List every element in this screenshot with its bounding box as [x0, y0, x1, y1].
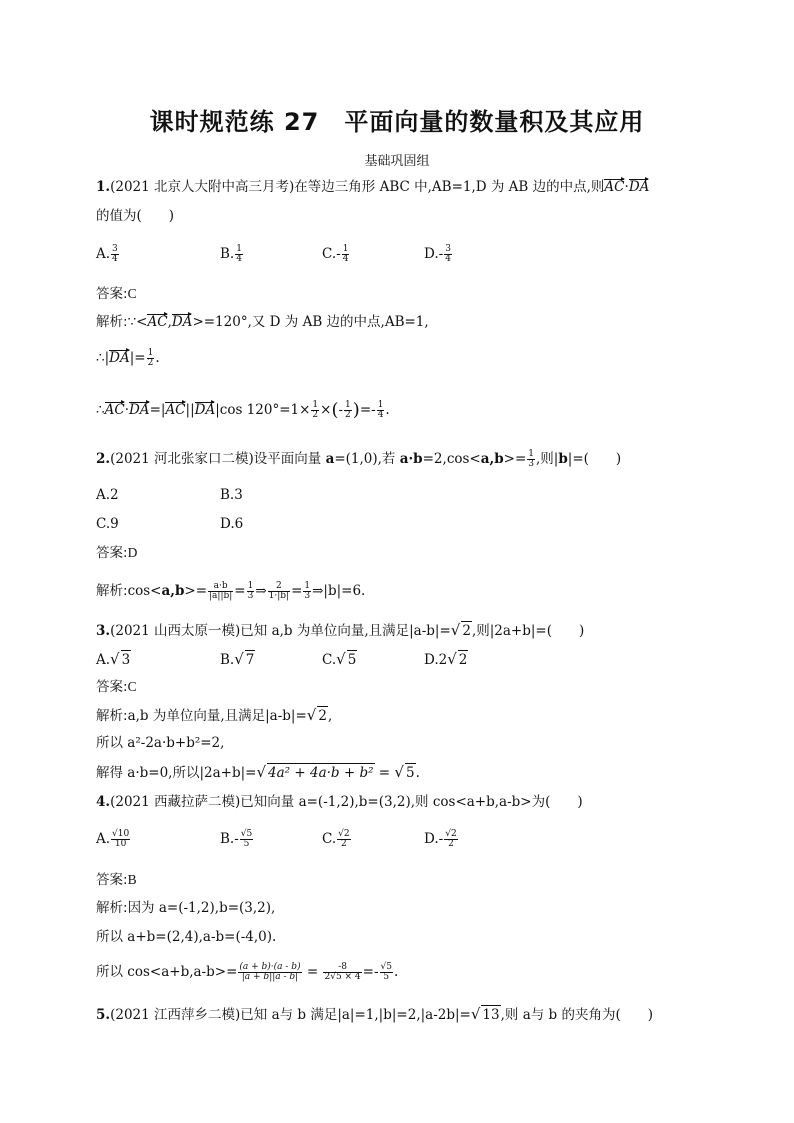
solution-text: >= [184, 583, 208, 599]
answer-label: 答案: [96, 286, 128, 302]
fraction-third [527, 450, 535, 469]
question-1-stem-cont [96, 207, 706, 225]
answer-1 [96, 285, 706, 303]
denominator: 3 [304, 591, 311, 601]
numerator: 1 [236, 244, 242, 254]
option-c [322, 830, 352, 849]
vector-ac: AC [104, 402, 125, 418]
solution-text: . [415, 765, 420, 781]
question-4-stem [96, 793, 706, 811]
numerator: 1 [528, 449, 534, 459]
answer-label: 答案: [96, 679, 128, 695]
question-text: (2021 西藏拉萨二模)已知向量 a=(-1,2),b=(3,2),则 cos<a+b,a-b>为( ) [110, 794, 583, 810]
denominator: |a + b||a - b| [241, 972, 299, 982]
vector-ac: AC [147, 314, 168, 330]
dot-operator: · [624, 179, 629, 195]
fraction [238, 963, 301, 982]
solution-text: cos< [127, 583, 162, 599]
question-text: a,b [480, 451, 504, 467]
solution-text: ∴| [96, 350, 110, 366]
radicand: 7 [245, 652, 255, 668]
denominator: 10 [114, 839, 127, 849]
numerator: 1 [377, 400, 384, 410]
question-text: ,则|2a+b|=( ) [471, 623, 585, 639]
right-paren: ) [352, 399, 360, 421]
solution-text: |= [129, 350, 146, 366]
solution-3-line-2: 所以 a²-2a·b+b²=2, [96, 735, 225, 751]
solution-text: 因为 a=(-1,2),b=(3,2), [127, 900, 276, 916]
numerator: 1 [247, 581, 254, 591]
fraction-half [147, 349, 155, 368]
solution-2 [96, 582, 706, 601]
option-label: C. [322, 831, 337, 847]
option-b [220, 650, 255, 669]
option-fraction [111, 830, 130, 849]
numerator: 2 [268, 582, 290, 592]
option-fraction [444, 245, 452, 264]
numerator: 3 [445, 244, 451, 254]
option-a: A.2 [96, 487, 119, 503]
question-2-stem [96, 450, 706, 469]
question-1-stem [96, 178, 706, 196]
question-text: =2,cos< [422, 451, 481, 467]
radicand: 5 [405, 765, 415, 781]
question-text: >= [503, 451, 527, 467]
denominator: 2 [147, 358, 154, 368]
option-fraction [337, 830, 350, 849]
vector-da: DA [194, 402, 216, 418]
question-number: 4. [96, 794, 111, 810]
option-label: A. [96, 831, 111, 847]
dot-operator: · [124, 402, 129, 418]
solution-text: =| [149, 402, 166, 418]
solution-label: 解析: [96, 900, 128, 916]
fraction-half [311, 401, 319, 420]
answer-value: C [127, 286, 137, 301]
answer-label: 答案: [96, 872, 128, 888]
solution-label: 解析: [96, 583, 128, 599]
radicand: 2 [318, 708, 327, 724]
numerator: √2 [338, 829, 350, 839]
numerator: 1 [304, 581, 311, 591]
option-fraction [240, 830, 253, 849]
vector-da: DA [171, 314, 193, 330]
numerator: 1 [345, 400, 351, 410]
question-5-stem [96, 1005, 706, 1024]
denominator: 2√5 × 4 [324, 972, 361, 982]
vector-ac: AC [165, 402, 186, 418]
option-sign: - [438, 246, 444, 262]
option-label: C. [322, 652, 337, 668]
numerator: √5 [380, 962, 393, 972]
solution-4-line-3 [96, 963, 706, 982]
question-text: |=( ) [567, 451, 622, 467]
question-text: (2021 山西太原一模)已知 a,b 为单位向量,且满足|a-b|= [110, 623, 451, 639]
sqrt-sign: √ [256, 763, 267, 781]
equals-sign: = [234, 583, 246, 599]
radicand: 5 [347, 652, 357, 668]
option-fraction [444, 830, 457, 849]
answer-3 [96, 678, 706, 696]
solution-text: a,b [161, 583, 185, 599]
denominator: 4 [342, 254, 349, 264]
denominator: 4 [445, 254, 451, 264]
fraction [208, 582, 233, 601]
equals-sign: = [291, 583, 303, 599]
sqrt-sign: √ [470, 1005, 481, 1023]
solution-text: >=120°,又 D 为 AB 边的中点,AB=1, [192, 314, 429, 330]
option-label: B. [220, 246, 235, 262]
answer-value: D [127, 545, 138, 560]
radicand: 2 [462, 623, 471, 639]
denominator: 2 [312, 410, 319, 420]
solution-4-line-1 [96, 899, 706, 917]
numerator: √2 [445, 829, 457, 839]
option-a [96, 650, 131, 669]
left-paren: ( [331, 399, 339, 421]
question-text: 的值为( ) [96, 208, 175, 224]
option-sign: - [336, 246, 341, 262]
solution-text: , [327, 708, 333, 724]
option-label: B. [220, 652, 235, 668]
question-text: b [558, 451, 568, 467]
question-text: a [325, 451, 335, 467]
solution-text: ⇒|b|=6. [312, 583, 366, 599]
option-label: A. [96, 652, 111, 668]
fraction-half [344, 401, 352, 420]
option-coef: 2 [438, 652, 448, 668]
answer-value: C [127, 679, 137, 694]
solution-1-line-2 [96, 349, 706, 368]
answer-4 [96, 871, 706, 889]
denominator: 4 [236, 254, 242, 264]
solution-4-line-2: 所以 a+b=(2,4),a-b=(-4,0). [96, 929, 277, 945]
question-text: ,则| [536, 451, 559, 467]
option-a [96, 830, 131, 849]
solution-3-line-1 [96, 706, 706, 725]
denominator: 5 [383, 972, 390, 982]
option-c [322, 650, 357, 669]
answer-value: B [127, 872, 137, 887]
option-b [220, 245, 244, 264]
vector-da: DA [128, 402, 150, 418]
option-label: D. [424, 246, 439, 262]
denominator: |a||b| [209, 591, 233, 601]
solution-text: 解得 a·b=0,所以|2a+b|= [96, 765, 257, 781]
fraction [247, 582, 255, 601]
option-d [424, 830, 459, 849]
numerator: 1 [312, 400, 319, 410]
page-title: 课时规范练 27 平面向量的数量积及其应用 [149, 108, 645, 136]
radicand: 13 [482, 1007, 500, 1023]
numerator: √5 [240, 829, 253, 839]
answer-2 [96, 544, 706, 562]
solution-text: × [320, 402, 332, 418]
numerator: 1 [147, 348, 154, 358]
numerator: 3 [112, 244, 118, 254]
option-b [220, 830, 254, 849]
solution-3-line-3 [96, 763, 706, 782]
question-number: 1. [96, 179, 111, 195]
option-d [424, 245, 453, 264]
option-fraction [235, 245, 243, 264]
option-b: B.3 [220, 487, 243, 503]
solution-text: = [359, 402, 372, 418]
sqrt-sign: √ [336, 650, 346, 668]
option-sign: - [438, 831, 444, 847]
denominator: 5 [243, 839, 250, 849]
sqrt-sign: √ [394, 763, 404, 781]
sqrt-sign: √ [450, 621, 461, 639]
question-3-stem [96, 621, 706, 640]
option-c: C.9 [96, 516, 119, 532]
numerator: a·b [208, 582, 233, 592]
question-text: a·b [399, 451, 423, 467]
solution-1-line-1: 解析:∵<AC,DA>=120°,又 D 为 AB 边的中点,AB=1, [96, 314, 429, 330]
option-label: C. [322, 246, 337, 262]
fraction [323, 963, 361, 982]
vector-da: DA [109, 350, 130, 366]
numerator: -8 [323, 963, 361, 973]
sqrt-sign: √ [234, 650, 244, 668]
denominator: 2 [448, 839, 454, 849]
denominator: 3 [528, 459, 534, 469]
option-label: B. [220, 831, 235, 847]
numerator: √10 [112, 829, 130, 839]
denominator: 4 [112, 254, 118, 264]
answer-label: 答案: [96, 545, 128, 561]
question-number: 2. [96, 451, 111, 467]
question-text: (2021 江西萍乡二模)已知 a与 b 满足|a|=1,|b|=2,|a-2b|= [110, 1007, 471, 1023]
sqrt-sign: √ [306, 706, 317, 724]
solution-text: . [155, 350, 160, 366]
question-text: (2021 河北张家口二模)设平面向量 [110, 451, 326, 467]
sqrt-sign: √ [110, 650, 120, 668]
fraction [268, 582, 290, 601]
implies-arrow: ⇒ [255, 583, 267, 599]
equals-sign: = [374, 765, 395, 781]
solution-text: || [185, 402, 195, 418]
option-c [322, 245, 350, 264]
fraction-quarter [377, 401, 385, 420]
equals-sign: = [362, 964, 374, 980]
option-a [96, 245, 120, 264]
sqrt-sign: √ [447, 650, 457, 668]
radicand: 2 [458, 652, 468, 668]
option-fraction [342, 245, 350, 264]
radicand: 3 [121, 652, 131, 668]
solution-label: 解析: [96, 708, 128, 724]
denominator: 4 [377, 410, 384, 420]
fraction [303, 582, 311, 601]
option-d [424, 650, 468, 669]
denominator: 2 [345, 410, 351, 420]
solution-text: ∵< [127, 314, 148, 330]
solution-text: a,b 为单位向量,且满足|a-b|= [127, 708, 307, 724]
option-label: A. [96, 246, 111, 262]
solution-text: 所以 cos<a+b,a-b>= [96, 964, 238, 980]
option-label: D. [424, 831, 439, 847]
solution-text: . [394, 964, 399, 980]
minus-sign: - [373, 964, 379, 980]
solution-label: 解析: [96, 314, 128, 330]
fraction [380, 963, 393, 982]
solution-1-line-3: ∴AC·DA=|AC||DA|cos 120°=1× $\frac{1}{2}$ ×(- $\frac{1}{2}$ )=- $\frac{1}{4}$ . [96, 399, 390, 421]
solution-text: ∴ [96, 402, 105, 418]
denominator: 2 [341, 839, 347, 849]
equals-sign: = [302, 964, 323, 980]
radicand: 4a² + 4a·b + b² [268, 765, 374, 781]
question-number: 3. [96, 623, 111, 639]
denominator: 1·|b| [268, 591, 290, 601]
vector-da: DA [628, 179, 650, 195]
numerator: (a + b)·(a - b) [239, 962, 301, 972]
question-text: (2021 北京人大附中高三月考)在等边三角形 ABC 中,AB=1,D 为 AB 边的中点,则 [110, 179, 605, 195]
option-d: D.6 [220, 516, 244, 532]
solution-text: |cos 120°=1× [215, 402, 311, 418]
option-label: D. [424, 652, 439, 668]
vector-ac: AC [604, 179, 625, 195]
section-heading: 基础巩固组 [364, 154, 430, 169]
option-sign: - [234, 831, 239, 847]
solution-text: . [385, 402, 390, 418]
option-fraction [111, 245, 119, 264]
numerator: 1 [342, 244, 349, 254]
question-number: 5. [96, 1007, 111, 1023]
question-text: =(1,0),若 [334, 451, 400, 467]
denominator: 3 [247, 591, 254, 601]
question-text: ,则 a与 b 的夹角为( ) [500, 1007, 653, 1023]
